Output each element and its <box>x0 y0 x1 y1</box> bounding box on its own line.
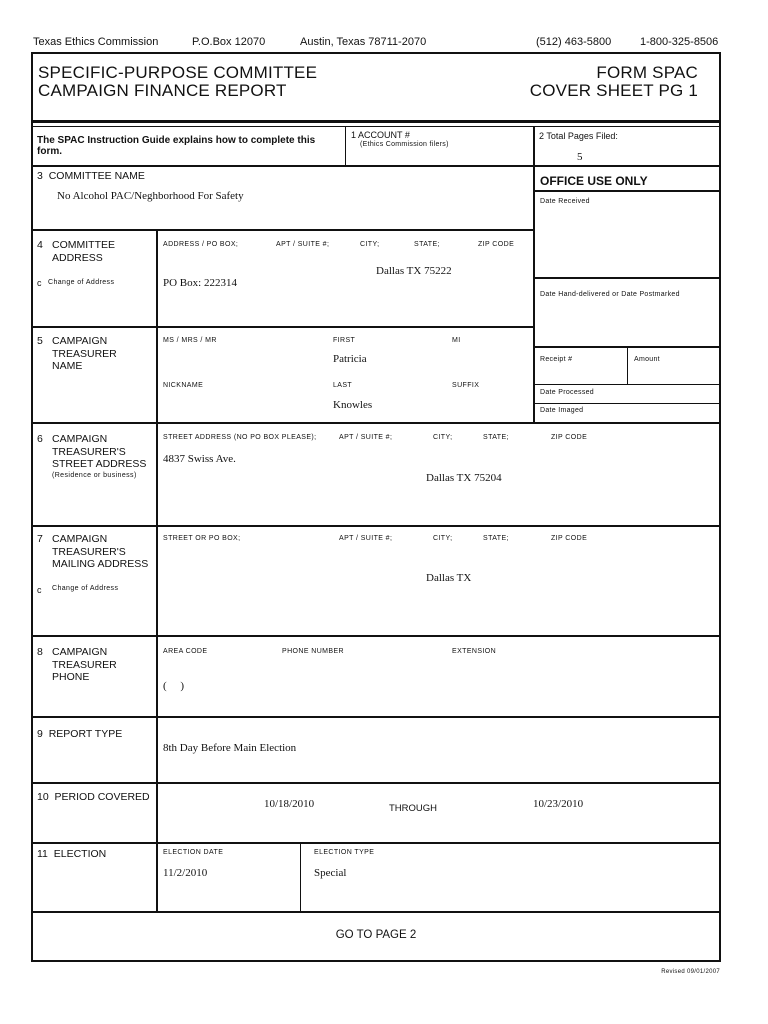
s11-date-value: 11/2/2010 <box>163 867 208 879</box>
account-note: (Ethics Commission filers) <box>360 141 449 148</box>
s7-apt-header: APT / SUITE #; <box>339 535 393 542</box>
s4-zip-header: ZIP CODE <box>478 241 515 248</box>
s4-apt-header: APT / SUITE #; <box>276 241 330 248</box>
s7-city-value: Dallas TX <box>426 572 472 584</box>
s8-area-header: AREA CODE <box>163 648 208 655</box>
revised-date: Revised 09/01/2007 <box>661 969 720 975</box>
s9-value: 8th Day Before Main Election <box>163 742 297 754</box>
s9-label: 9 REPORT TYPE <box>37 728 123 740</box>
s8-area-value: ( ) <box>163 680 185 692</box>
s3-label: 3 COMMITTEE NAME <box>37 170 145 182</box>
s6-street-value: 4837 Swiss Ave. <box>163 453 236 465</box>
s5-last-header: LAST <box>333 382 353 389</box>
total-pages-label: 2 Total Pages Filed: <box>539 131 618 141</box>
s11-date-header: ELECTION DATE <box>163 849 224 856</box>
s8-ext-header: EXTENSION <box>452 648 497 655</box>
date-imaged-label: Date Imaged <box>540 407 584 414</box>
s10-to-value: 10/23/2010 <box>533 798 584 810</box>
form-title-line1: SPECIFIC-PURPOSE COMMITTEE <box>38 63 318 82</box>
amount-label: Amount <box>634 356 660 363</box>
s5-first-value: Patricia <box>333 353 367 365</box>
total-pages-value: 5 <box>577 151 583 163</box>
s5-suffix-header: SUFFIX <box>452 382 480 389</box>
s4-address-header: ADDRESS / PO BOX; <box>163 241 239 248</box>
s6-zip-header: ZIP CODE <box>551 434 588 441</box>
s5-last-value: Knowles <box>333 399 373 411</box>
s4-city-value: Dallas TX 75222 <box>376 265 452 277</box>
agency-tollfree: 1-800-325-8506 <box>640 36 719 48</box>
agency-city: Austin, Texas 78711-2070 <box>300 36 427 48</box>
s4-change-checkbox[interactable]: c <box>37 278 42 288</box>
s4-city-header: CITY; <box>360 241 380 248</box>
form-code: FORM SPAC <box>596 63 698 82</box>
s6-city-value: Dallas TX 75204 <box>426 472 502 484</box>
s6-street-header: STREET ADDRESS (NO PO BOX PLEASE); <box>163 434 317 441</box>
s7-state-header: STATE; <box>483 535 509 542</box>
form-title-line2: CAMPAIGN FINANCE REPORT <box>38 81 287 100</box>
s7-city-header: CITY; <box>433 535 453 542</box>
committee-name-value: No Alcohol PAC/Neghborhood For Safety <box>57 190 244 202</box>
s7-zip-header: ZIP CODE <box>551 535 588 542</box>
s10-through: THROUGH <box>389 803 438 814</box>
form-sheet: COVER SHEET PG 1 <box>529 81 698 100</box>
s11-label: 11 ELECTION <box>37 848 107 860</box>
office-use-title: OFFICE USE ONLY <box>540 174 648 188</box>
s5-first-header: FIRST <box>333 337 356 344</box>
s5-prefix-header: MS / MRS / MR <box>163 337 217 344</box>
account-label: 1 ACCOUNT # <box>351 130 410 140</box>
s8-phone-header: PHONE NUMBER <box>282 648 344 655</box>
date-hand-label: Date Hand-delivered or Date Postmarked <box>540 291 680 298</box>
s6-note: (Residence or business) <box>52 472 137 479</box>
agency-name: Texas Ethics Commission <box>33 36 159 48</box>
receipt-label: Receipt # <box>540 356 573 363</box>
s6-city-header: CITY; <box>433 434 453 441</box>
s7-street-header: STREET OR PO BOX; <box>163 535 241 542</box>
instruction-note: The SPAC Instruction Guide explains how to complete this form. <box>37 135 316 157</box>
s10-from-value: 10/18/2010 <box>264 798 315 810</box>
s10-label: 10 PERIOD COVERED <box>37 791 150 803</box>
s4-state-header: STATE; <box>414 241 440 248</box>
agency-pobox: P.O.Box 12070 <box>192 36 266 48</box>
agency-phone: (512) 463-5800 <box>536 36 612 48</box>
date-received-label: Date Received <box>540 198 590 205</box>
s6-apt-header: APT / SUITE #; <box>339 434 393 441</box>
s4-change-label: Change of Address <box>48 279 115 286</box>
s4-address-value: PO Box: 222314 <box>163 277 237 289</box>
form-frame <box>31 52 721 962</box>
s5-mi-header: MI <box>452 337 461 344</box>
s11-type-header: ELECTION TYPE <box>314 849 375 856</box>
go-to-page-2: GO TO PAGE 2 <box>335 929 417 941</box>
s7-change-label: Change of Address <box>52 585 119 592</box>
date-processed-label: Date Processed <box>540 389 595 396</box>
s5-nickname-header: NICKNAME <box>163 382 204 389</box>
s7-change-checkbox[interactable]: c <box>37 585 42 595</box>
s11-type-value: Special <box>314 867 347 879</box>
s6-state-header: STATE; <box>483 434 509 441</box>
